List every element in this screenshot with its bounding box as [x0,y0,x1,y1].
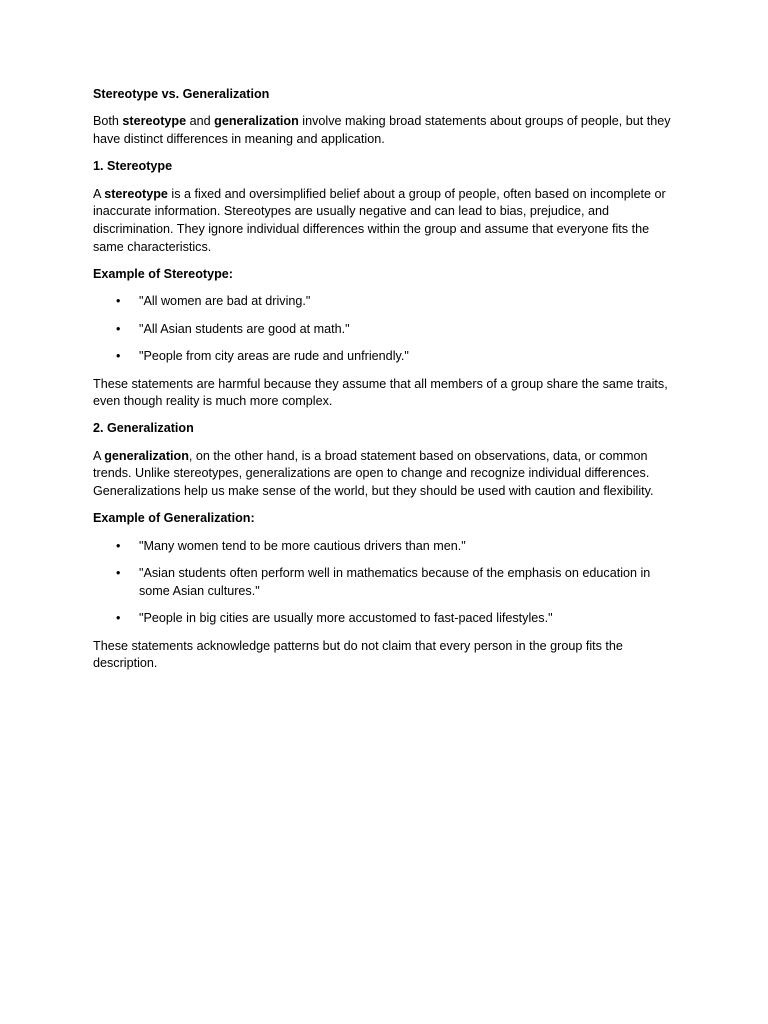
intro-paragraph [93,113,683,148]
document-page [93,86,683,683]
stereotype-definition [93,186,683,256]
list-item [93,321,683,339]
list-item-text: "People from city areas are rude and unfriendly." [139,349,409,364]
list-item [93,610,683,628]
bullet-icon: • [116,349,121,364]
list-item [93,293,683,311]
bullet-icon: • [116,611,121,626]
section-heading-stereotype: 1. Stereotype [93,159,173,174]
list-item-text: "Asian students often perform well in mathematics because of the emphasis on education in some Asian cultures." [139,566,651,598]
list-item-text: "All Asian students are good at math." [139,321,350,336]
generalization-conclusion: These statements acknowledge patterns but do not claim that every person in the group fits the description. [93,638,623,671]
document-title: Stereotype vs. Generalization [93,87,270,101]
stereotype-example-list [93,293,683,365]
stereotype-def-text-2: is a fixed and oversimplified belief about a group of people, often based on incomplete or inaccurate information. Stereotypes are usually negative and can lead to bias, prejudice, and discrimination. They ignore individual differences within the group and assume that everyone fits the same characteristics. [93,186,666,254]
section-heading-generalization: 2. Generalization [93,421,194,436]
generalization-def-text-1: A [93,448,105,463]
intro-term-stereotype: stereotype [122,114,187,129]
list-item-text: "All women are bad at driving." [139,294,311,309]
list-item-text: "Many women tend to be more cautious drivers than men." [139,538,466,553]
intro-text-3: involve making broad statements about groups of people, but they have distinct differences in meaning and application. [93,114,671,146]
bullet-icon: • [116,294,121,309]
stereotype-example-heading: Example of Stereotype: [93,266,233,281]
list-item [93,348,683,366]
stereotype-def-text-1: A [93,186,105,201]
generalization-def-text-2: , on the other hand, is a broad statement based on observations, data, or common trends. Unlike stereotypes, generalizations are open to change and recognize individual differences. Generalizations help us make sense of the world, but they should be used with caution and flexibility. [93,448,654,499]
list-item [93,538,683,556]
stereotype-def-term: stereotype [104,186,168,201]
bullet-icon: • [116,321,121,336]
stereotype-conclusion: These statements are harmful because they assume that all members of a group share the same traits, even though reality is much more complex. [93,376,668,409]
generalization-example-heading: Example of Generalization: [93,511,255,526]
intro-text-1: Both [93,114,123,129]
generalization-definition [93,448,683,501]
generalization-def-term: generalization [104,448,189,463]
intro-text-2: and [186,114,215,129]
list-item [93,565,683,600]
bullet-icon: • [116,566,121,581]
intro-term-generalization: generalization [214,114,299,129]
bullet-icon: • [116,538,121,553]
list-item-text: "People in big cities are usually more accustomed to fast-paced lifestyles." [139,611,553,626]
generalization-example-list [93,538,683,628]
